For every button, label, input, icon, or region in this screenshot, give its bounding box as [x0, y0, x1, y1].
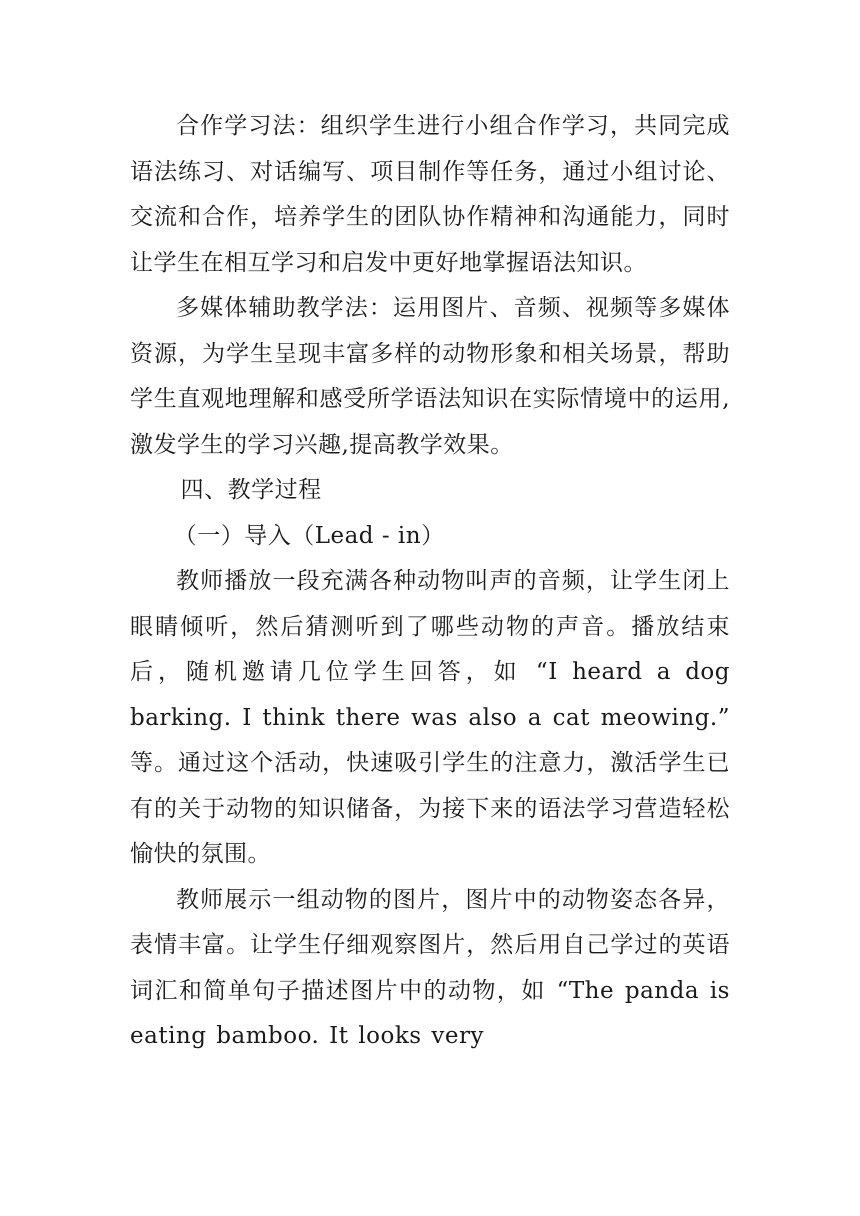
paragraph-cooperative-learning: 合作学习法：组织学生进行小组合作学习，共同完成语法练习、对话编写、项目制作等任务，通过小组讨论、交流和合作，培养学生的团队协作精神和沟通能力，同时让学生在相互学习和启发中更好地掌握语法知识。 [130, 113, 730, 276]
paragraph-multimedia-teaching: 多媒体辅助教学法：运用图片、音频、视频等多媒体资源，为学生呈现丰富多样的动物形象和相关场景，帮助学生直观地理解和感受所学语法知识在实际情境中的运用,激发学生的学习兴趣,提高教学效果。 [130, 295, 730, 458]
document-body [130, 104, 730, 1060]
subsection-heading-lead-in: （一）导入（Lead - in） [173, 522, 445, 549]
section-heading-teaching-process: 四、教学过程 [180, 477, 322, 503]
paragraph-audio-activity: 教师播放一段充满各种动物叫声的音频，让学生闭上眼睛倾听，然后猜测听到了哪些动物的声音。播放结束后，随机邀请几位学生回答，如 “I heard a dog barking. I think there was also a cat meowing.” 等。通过这个活动，快速吸引学生的注意力，激活学生已有的关于动物的知识储备，为接下来的语法学习营造轻松愉快的氛围。 [130, 568, 730, 867]
paragraph-picture-activity: 教师展示一组动物的图片，图片中的动物姿态各异，表情丰富。让学生仔细观察图片，然后用自己学过的英语词汇和简单句子描述图片中的动物，如 “The panda is eating bamboo. It looks very [130, 886, 730, 1049]
